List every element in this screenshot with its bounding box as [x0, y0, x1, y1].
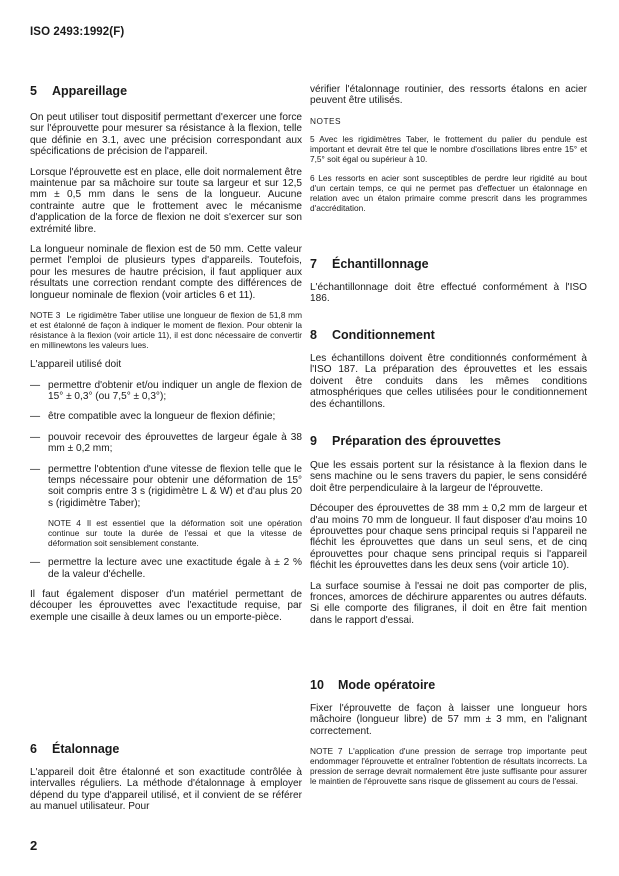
- list-item: [30, 411, 302, 422]
- page-number: 2: [30, 838, 38, 853]
- section-title: Échantillonnage: [332, 257, 429, 271]
- section-6-heading: [30, 742, 302, 757]
- section-number: 10: [310, 678, 324, 692]
- dash-marker: —: [30, 379, 41, 391]
- section-title: Étalonnage: [52, 742, 120, 756]
- section-7-heading: [310, 257, 587, 272]
- section-7-body: [310, 282, 587, 314]
- note-7: [310, 746, 587, 786]
- paragraph: Lorsque l'éprouvette est en place, elle doit normalement être maintenue par sa mâchoire sur toute sa largeur et sur 12,5 mm ± 0,5 mm dans le sens de la longueur. Aucune contrainte autre que le frottement avec le mécanisme d'application de la force de flexion ne doit s'exercer sur son extrémité libre.: [30, 166, 302, 235]
- section-9-heading: [310, 434, 587, 449]
- list-item: [30, 557, 302, 580]
- section-number: 5: [30, 84, 37, 98]
- note-text: Le rigidimètre Taber utilise une longueur de flexion de 51,8 mm et est étalonné de façon à indiquer le moment de flexion. Pour obtenir la résistance à la flexion (voir article 11), il est donc nécessaire de convertir en millinewtons les valeurs lues.: [30, 310, 302, 351]
- section-8-body: [310, 353, 587, 419]
- section-5-body: [30, 112, 302, 632]
- requirements-list-continued: [30, 557, 302, 580]
- list-item-text: pouvoir recevoir des éprouvettes de largeur égale à 38 mm ± 0,2 mm;: [48, 431, 302, 455]
- paragraph: Que les essais portent sur la résistance à la flexion dans le sens machine ou le sens travers du papier, le sens considéré doit être perpendiculaire à la largeur de l'éprouvette.: [310, 460, 587, 494]
- paragraph: Les échantillons doivent être conditionnés conformément à l'ISO 187. La préparation des éprouvettes et les essais doivent être conduits dans les mêmes conditions atmosphériques que celles utilisées pour le conditionnement des échantillons.: [310, 353, 587, 410]
- paragraph: L'appareil utilisé doit: [30, 359, 122, 371]
- note-label: NOTE 7: [310, 746, 343, 757]
- section-title: Appareillage: [52, 84, 128, 98]
- paragraph: vérifier l'étalonnage routinier, des ressorts étalons en acier peuvent être utilisés.: [310, 84, 587, 107]
- dash-marker: —: [30, 557, 41, 569]
- note-4: [48, 518, 302, 548]
- notes-heading: NOTES: [310, 115, 342, 126]
- dash-marker: —: [30, 431, 41, 443]
- note-text: Il est essentiel que la déformation soit une opération continue sur toute la durée de l'essai et que la vitesse de déformation soit sensiblement constante.: [48, 518, 302, 549]
- section-title: Conditionnement: [332, 328, 435, 342]
- requirements-list: [30, 380, 302, 510]
- section-10-body: [310, 703, 587, 795]
- list-item: [30, 432, 302, 455]
- section-5-heading: [30, 84, 302, 99]
- paragraph: On peut utiliser tout dispositif permettant d'exercer une force sur l'éprouvette pour mesurer sa résistance à la flexion, telle que définie en 3.1, avec une précision correspondant aux spécifications de précision de l'appareil.: [30, 112, 302, 158]
- section-number: 7: [310, 257, 317, 271]
- note-5: 5 Avec les rigidimètres Taber, le frottement du palier du pendule est important et devrait être tel que le nombre d'oscillations libres entre 15° et 7,5° soit égal ou supérieur à 10.: [310, 134, 587, 165]
- paragraph: Il faut également disposer d'un matériel permettant de découper les éprouvettes avec l'exactitude requise, par exemple une cisaille à deux lames ou un emporte-pièce.: [30, 588, 302, 623]
- paragraph: L'appareil doit être étalonné et son exactitude contrôlée à intervalles réguliers. La méthode d'étalonnage à employer dépend du type d'appareil utilisé, et il convient de se référer au manuel utilisateur. Pour: [30, 767, 302, 813]
- note-3: [30, 310, 302, 350]
- section-number: 8: [310, 328, 317, 342]
- dash-marker: —: [30, 411, 41, 423]
- paragraph: La surface soumise à l'essai ne doit pas comporter de plis, fronces, amorces de déchirure apparentes ou autres défauts. Si elle comporte des filigranes, il doit en être fait mention dans le rapport d'essai.: [310, 580, 587, 626]
- note-label: NOTE 3: [30, 310, 61, 321]
- dash-marker: —: [30, 463, 41, 475]
- paragraph: Fixer l'éprouvette de façon à laisser une longueur hors mâchoire (longueur libre) de 57 mm ± 3 mm, en l'alignant correctement.: [310, 703, 587, 737]
- section-6-continued: [310, 84, 587, 222]
- section-title: Mode opératoire: [338, 678, 436, 692]
- list-item: [30, 464, 302, 510]
- list-item: [30, 380, 302, 403]
- paragraph: Découper des éprouvettes de 38 mm ± 0,2 mm de largeur et d'au moins 70 mm de longueur. Il faut disposer d'au moins 10 éprouvettes pour chaque sens principal requis si l'appareil ne fléchit les éprouvettes que dans un seul sens, et de cinq éprouvettes pour chaque sens principal requis si l'appareil fléchit les éprouvettes dans les deux sens (voir article 10).: [310, 503, 587, 572]
- paragraph: L'échantillonnage doit être effectué conformément à l'ISO 186.: [310, 282, 587, 305]
- standard-header: ISO 2493:1992(F): [30, 26, 125, 38]
- section-10-heading: [310, 678, 587, 693]
- paragraph: La longueur nominale de flexion est de 50 mm. Cette valeur permet l'emploi de plusieurs types d'appareils. Toutefois, pour les mesures de hautre précision, il faut appliquer aux résultats une correction rendant compte des différences de longueur nominale de flexion (voir articles 6 et 11).: [30, 244, 302, 301]
- note-6: 6 Les ressorts en acier sont susceptibles de perdre leur rigidité au bout d'un certain temps, ce qui ne permet pas d'effectuer un étalonnage en relation avec un étalon primaire comme prescrit dans les programmes d'accréditation.: [310, 173, 587, 214]
- section-number: 6: [30, 742, 37, 756]
- section-8-heading: [310, 328, 587, 343]
- list-item-text: permettre d'obtenir et/ou indiquer un angle de flexion de 15° ± 0,3° (ou 7,5° ± 0,3°);: [48, 379, 302, 402]
- list-item-text: être compatible avec la longueur de flexion définie;: [48, 411, 276, 423]
- list-item-text: permettre l'obtention d'une vitesse de flexion telle que le temps nécessaire pour obtenir une déformation de 15° soit compris entre 3 s (rigidimètre L & W) et d'au plus 20 s (rigidimètre Taber);: [48, 463, 302, 509]
- section-6-body: [30, 767, 302, 822]
- section-title: Préparation des éprouvettes: [332, 434, 501, 448]
- section-9-body: [310, 460, 587, 635]
- note-text: L'application d'une pression de serrage trop importante peut endommager l'éprouvette et entraîner l'obtention de résultats incorrects. La pression de serrage devrait normalement être juste suffisante pour assurer le maintien de l'éprouvette sans risque de glissement au cours de l'essai.: [310, 746, 587, 787]
- section-number: 9: [310, 434, 317, 448]
- note-label: NOTE 4: [48, 518, 81, 529]
- list-item-text: permettre la lecture avec une exactitude égale à ± 2 % de la valeur d'échelle.: [48, 557, 302, 580]
